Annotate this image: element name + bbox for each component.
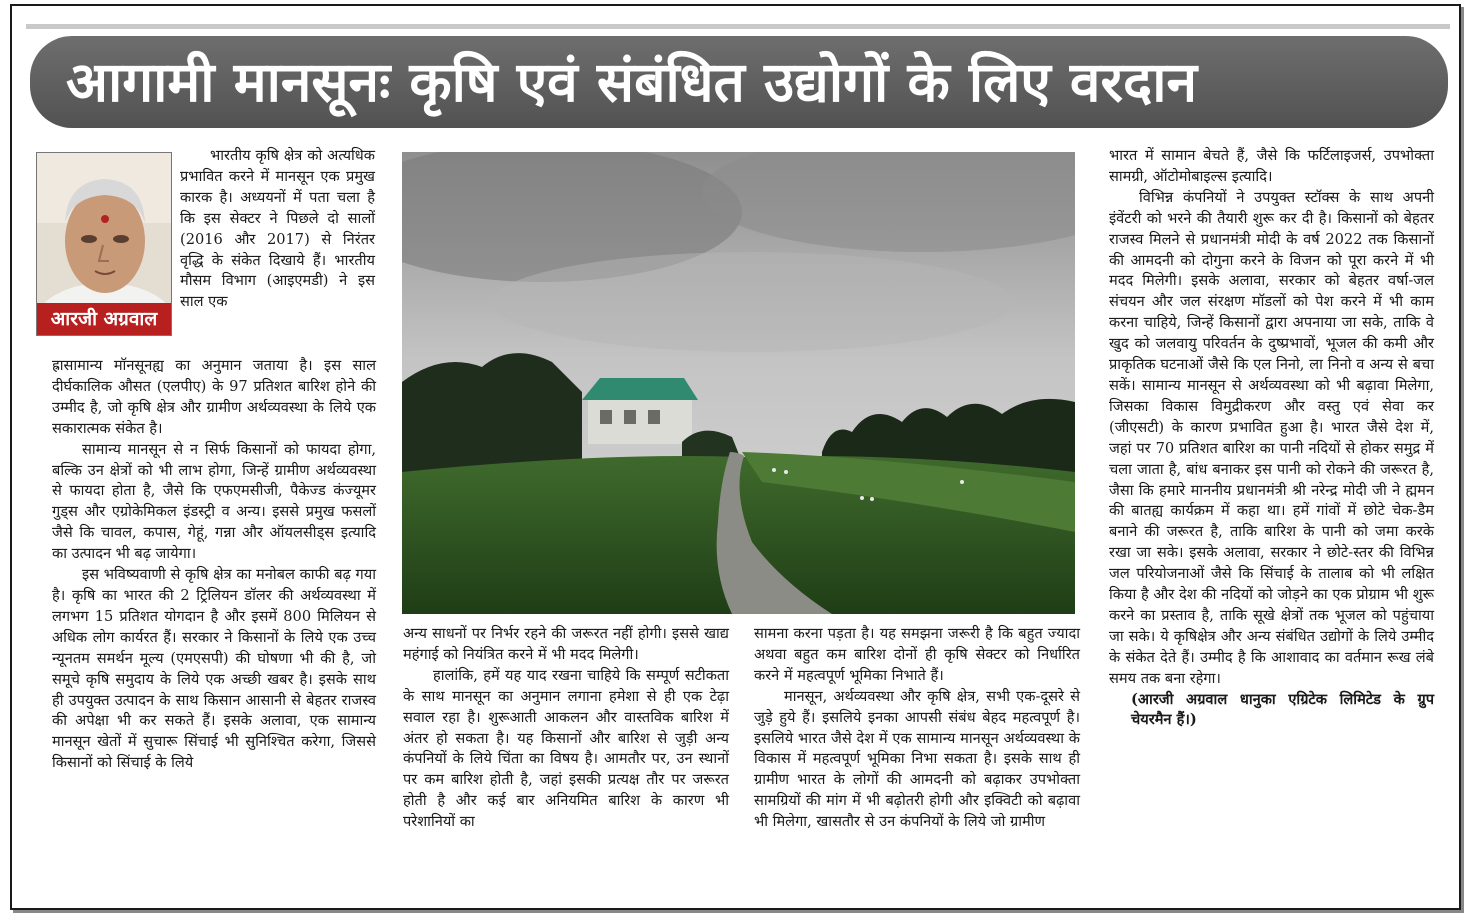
paragraph: मानसून, अर्थव्यवस्था और कृषि क्षेत्र, सभी एक-दूसरे से जुड़े हुये हैं। इसलिये इनका आपसी संबंध बेहद महत्वपूर्ण है। इसलिये भारत जैसे देश में एक सामान्य मानसून अर्थव्यवस्था के विकास में महत्वपूर्ण भूमिका निभा सकता है। इसके साथ ही ग्रामीण भारत के लोगों की आमदनी को बढ़ाकर उपभोक्ता सामग्रियों की मांग में भी बढ़ोतरी होगी और इक्विटी को बढ़ावा भी मिलेगा, खासतौर से उन कंपनियों के लिये जो ग्रामीण bbox=[754, 687, 1080, 831]
top-rule bbox=[26, 24, 1450, 29]
author-caption: आरजी अग्रवाल bbox=[37, 303, 171, 335]
paragraph: ह्रासामान्य मॉनसूनह्य का अनुमान जताया है। इस साल दीर्घकालिक औसत (एलपीए) के 97 प्रतिशत बारिश होने की उम्मीद है, जो कृषि क्षेत्र और ग्रामीण अर्थव्यवस्था के लिये एक सकारात्मक संकेत है। bbox=[52, 357, 376, 437]
author-photo bbox=[36, 152, 172, 336]
paragraph: भारत में सामान बेचते हैं, जैसे कि फर्टिलाइजर्स, उपभोक्ता सामग्री, ऑटोमोबाइल्स इत्यादि। bbox=[1109, 147, 1434, 185]
column-2 bbox=[403, 624, 729, 833]
paragraph: अन्य साधनों पर निर्भर रहने की जरूरत नहीं होगी। इससे खाद्य महंगाई को नियंत्रित करने में भी मदद मिलेगी। bbox=[403, 625, 729, 663]
paragraph: विभिन्न कंपनियों ने उपयुक्त स्टॉक्स के साथ अपनी इंवेंटरी को भरने की तैयारी शुरू कर दी है। किसानों को बेहतर राजस्व मिलने से प्रधानमंत्री मोदी के वर्ष 2022 तक किसानों की आमदनी को दोगुना करने के विजन को पूरा करने में भी मदद मिलेगी। इसके अलावा, सरकार को बेहतर वर्षा-जल संचयन और जल संरक्षण मॉडलों को पेश करने में भी काम करना चाहिये, जिन्हें किसानों द्वारा अपनाया जा सके, ताकि वे खुद को जलवायु परिवर्तन के दुष्प्रभावों, भूजल की कमी और प्राकृतिक घटनाओं जैसे कि एल निनो, ला निनो व अन्य से बचा सकें। सामान्य मानसून से अर्थव्यवस्था को भी बढ़ावा मिलेगा, जिसका विकास विमुद्रीकरण और वस्तु एवं सेवा कर (जीएसटी) के कारण प्रभावित हुआ है। भारत जैसे देश में, जहां पर 70 प्रतिशत बारिश का पानी नदियों से होकर समुद्र में चला जाता है, बांध बनाकर इस पानी को रोकने की जरूरत है, जैसा कि हमारे माननीय प्रधानमंत्री श्री नरेन्द्र मोदी जी ने ह्ममन की बातह्य कार्यक्रम में कहा था। हमें गांवों में छोटे चेक-डैम बनाने की जरूरत है, ताकि बारिश के पानी को जमा करके रखा जा सके। इसके अलावा, सरकार ने छोटे-स्तर की विभिन्न जल परियोजनाओं जैसे कि सिंचाई के तालाब को भी लक्षित किया है और देश की नदियों को जोड़ने का एक प्रोग्राम भी शुरू करने का प्रस्ताव है, ताकि सूखे क्षेत्रों तक भूजल को पहुंचाया जा सके। ये कृषिक्षेत्र और अन्य संबंधित उद्योगों के लिये उम्मीद के संकेत देते हैं। उम्मीद है कि आशावाद का वर्तमान रूख लंबे समय तक बना रहेगा। bbox=[1109, 188, 1434, 687]
headline-banner bbox=[30, 36, 1448, 128]
headline: आगामी मानसूनः कृषि एवं संबंधित उद्योगों के लिए वरदान bbox=[66, 49, 1197, 114]
paragraph: इस भविष्यवाणी से कृषि क्षेत्र का मनोबल काफी बढ़ गया है। कृषि का भारत की 2 ट्रिलियन डॉलर की अर्थव्यवस्था में लगभग 15 प्रतिशत योगदान है और इसमें 800 मिलियन से अधिक लोग कार्यरत हैं। सरकार ने किसानों के लिये एक उच्च न्यूनतम समर्थन मूल्य (एमएसपी) की घोषणा भी की है, जो समूचे कृषि समुदाय के लिये एक अच्छी खबर है। इसके साथ ही उपयुक्त उत्पादन के साथ किसान आसानी से बेहतर राजस्व की अपेक्षा भी कर सकते हैं। इसके अलावा, एक सामान्य मानसून खेतों में सुचारू सिंचाई भी सुनिश्चित करेगा, जिससे किसानों को सिंचाई के लिये bbox=[52, 566, 376, 772]
column-1-top bbox=[180, 146, 375, 313]
paragraph: सामना करना पड़ता है। यह समझना जरूरी है कि बहुत ज्यादा अथवा बहुत कम बारिश दोनों ही कृषि सेक्टर को निर्धारित करने में महत्वपूर्ण भूमिका निभाते हैं। bbox=[754, 625, 1080, 684]
column-4 bbox=[1109, 146, 1434, 731]
paragraph: हालांकि, हमें यह याद रखना चाहिये कि सम्पूर्ण सटीकता के साथ मानसून का अनुमान लगाना हमेशा से ही एक टेढ़ा सवाल रहा है। शुरूआती आकलन और वास्तविक बारिश में अंतर हो सकता है। यह किसानों और बारिश से जुड़ी अन्य कंपनियों के लिये चिंता का विषय है। आमतौर पर, उन स्थानों पर कम बारिश होती है, जहां इसकी प्रत्यक्ष तौर पर जरूरत होती है और कई बार अनियमित बारिश के कारण भी परेशानियों का bbox=[403, 666, 729, 831]
landscape-photo bbox=[402, 152, 1075, 614]
paragraph: सामान्य मानसून से न सिर्फ किसानों को फायदा होगा, बल्कि उन क्षेत्रों को भी लाभ होगा, जिन्हें ग्रामीण अर्थव्यवस्था से फायदा होता है, जैसे कि एफएमसीजी, पैकेज्ड कंज्यूमर गुड्स और एग्रोकेमिकल इंडस्ट्री व अन्य। इससे प्रमुख फसलों जैसे कि चावल, कपास, गेहूं, गन्ना और ऑयलसीड्स इत्यादि का उत्पादन भी बढ़ जायेगा। bbox=[52, 440, 376, 563]
monsoon-landscape-image bbox=[402, 152, 1075, 614]
column-3 bbox=[754, 624, 1080, 833]
paragraph: भारतीय कृषि क्षेत्र को अत्यधिक प्रभावित करने में मानसून एक प्रमुख कारक है। अध्ययनों में पता चला है कि इस सेक्टर ने पिछले दो सालों (2016 और 2017) से निरंतर वृद्धि के संकेत दिखाये हैं। भारतीय मौसम विभाग (आइएमडी) ने इस साल एक bbox=[180, 147, 375, 311]
author-footnote: (आरजी अग्रवाल धानुका एग्रिटेक लिमिटेड के ग्रुप चेयरमैन हैं।) bbox=[1131, 690, 1434, 729]
column-1 bbox=[52, 356, 376, 774]
